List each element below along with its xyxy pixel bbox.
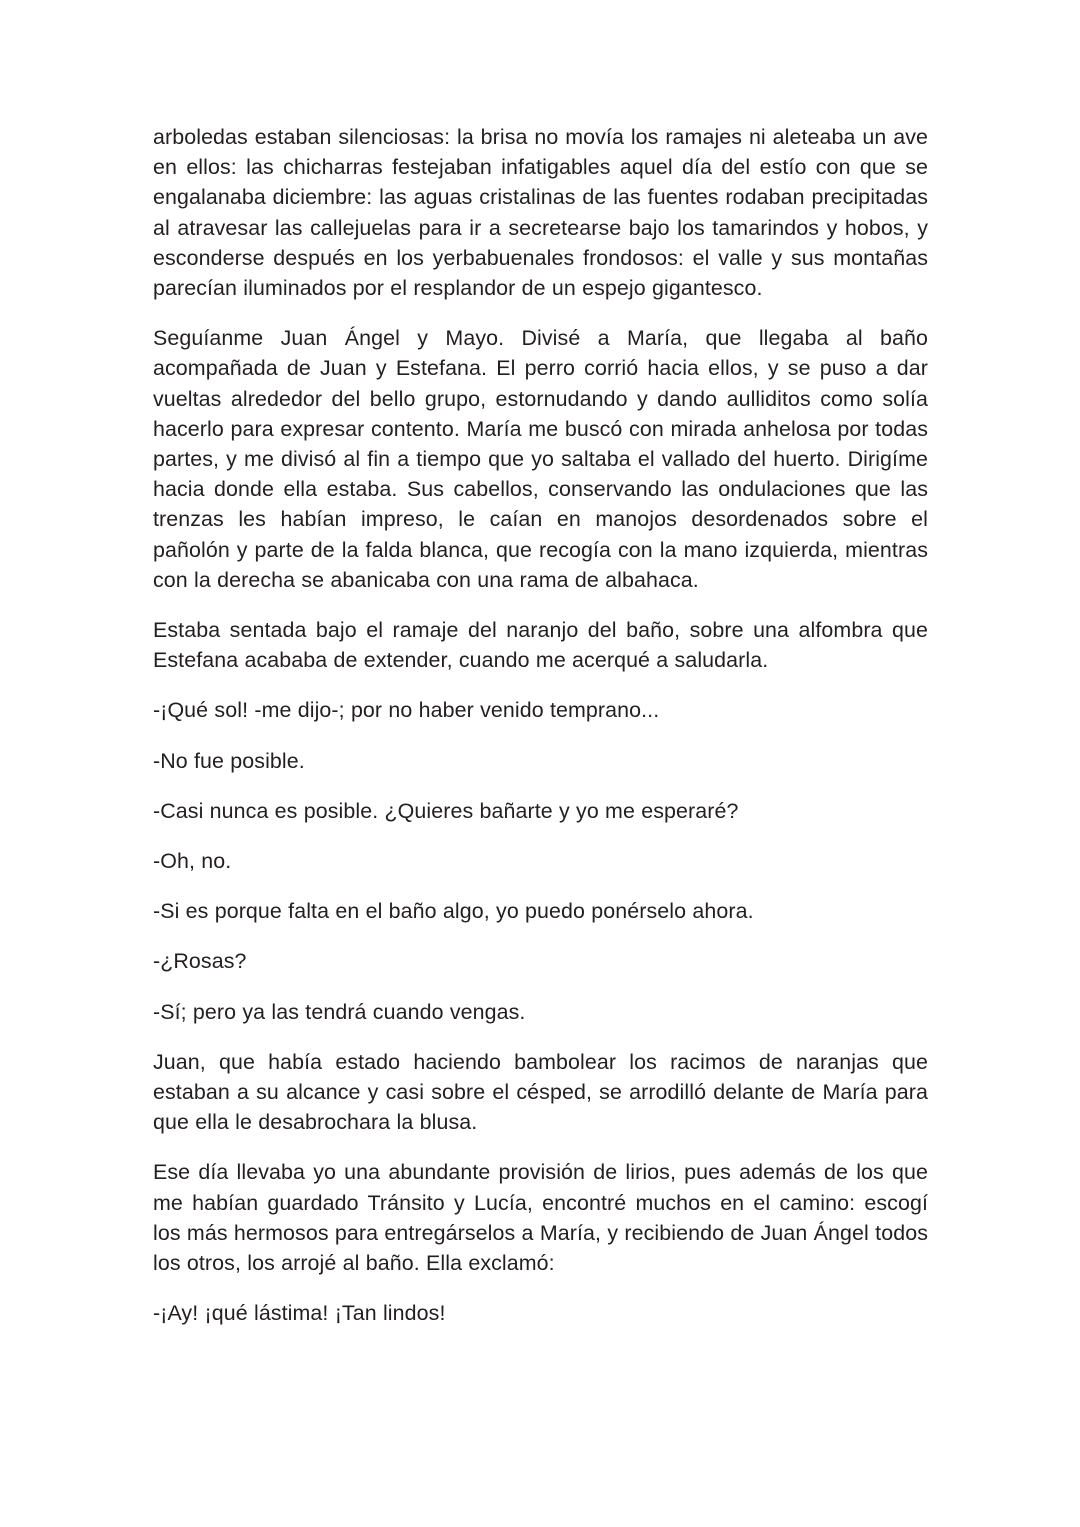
text-column	[153, 122, 928, 1329]
paragraph-block: Seguíanme Juan Ángel y Mayo. Divisé a María, que llegaba al baño acompañada de Juan y Estefana. El perro corrió hacia ellos, y se puso a dar vueltas alrededor del bello grupo, estornudando y dando aulliditos como solía hacerlo para expresar contento. María me buscó con mirada anhelosa por todas partes, y me divisó al fin a tiempo que yo saltaba el vallado del huerto. Dirigíme hacia donde ella estaba. Sus cabellos, conservando las ondulaciones que las trenzas les habían impreso, le caían en manojos desordenados sobre el pañolón y parte de la falda blanca, que recogía con la mano izquierda, mientras con la derecha se abanicaba con una rama de albahaca.	[153, 326, 928, 592]
dialogue-line: -¡Ay! ¡qué lástima! ¡Tan lindos!	[153, 1301, 446, 1326]
paragraph-block: arboledas estaban silenciosas: la brisa no movía los ramajes ni aleteaba un ave en ellos: las chicharras festejaban infatigables aquel día del estío con que se engalanaba diciembre: las aguas cristalinas de las fuentes rodaban precipitadas al atravesar las callejuelas para ir a secretearse bajo los tamarindos y hobos, y esconderse después en los yerbabuenales frondosos: el valle y sus montañas parecían iluminados por el resplandor de un espejo gigantesco.	[153, 125, 928, 301]
dialogue-line: -¡Qué sol! -me dijo-; por no haber venido temprano...	[153, 698, 660, 723]
dialogue-line: -Si es porque falta en el baño algo, yo puedo ponérselo ahora.	[153, 899, 754, 924]
dialogue-line: -Oh, no.	[153, 849, 232, 874]
dialogue-line: -¿Rosas?	[153, 949, 247, 974]
dialogue-line: -Casi nunca es posible. ¿Quieres bañarte y yo me esperaré?	[153, 798, 739, 823]
paragraph-block: Juan, que había estado haciendo bambolear los racimos de naranjas que estaban a su alcance y casi sobre el césped, se arrodilló delante de María para que ella le desabrochara la blusa.	[153, 1049, 928, 1135]
paragraph-block: Estaba sentada bajo el ramaje del naranjo del baño, sobre una alfombra que Estefana acababa de extender, cuando me acerqué a saludarla.	[153, 618, 928, 673]
dialogue-line: -No fue posible.	[153, 748, 305, 773]
dialogue-line: -Sí; pero ya las tendrá cuando vengas.	[153, 999, 526, 1024]
paragraph-block: Ese día llevaba yo una abundante provisión de lirios, pues además de los que me habían guardado Tránsito y Lucía, encontré muchos en el camino: escogí los más hermosos para entregárselos a María, y recibiendo de Juan Ángel todos los otros, los arrojé al baño. Ella exclamó:	[153, 1160, 928, 1276]
